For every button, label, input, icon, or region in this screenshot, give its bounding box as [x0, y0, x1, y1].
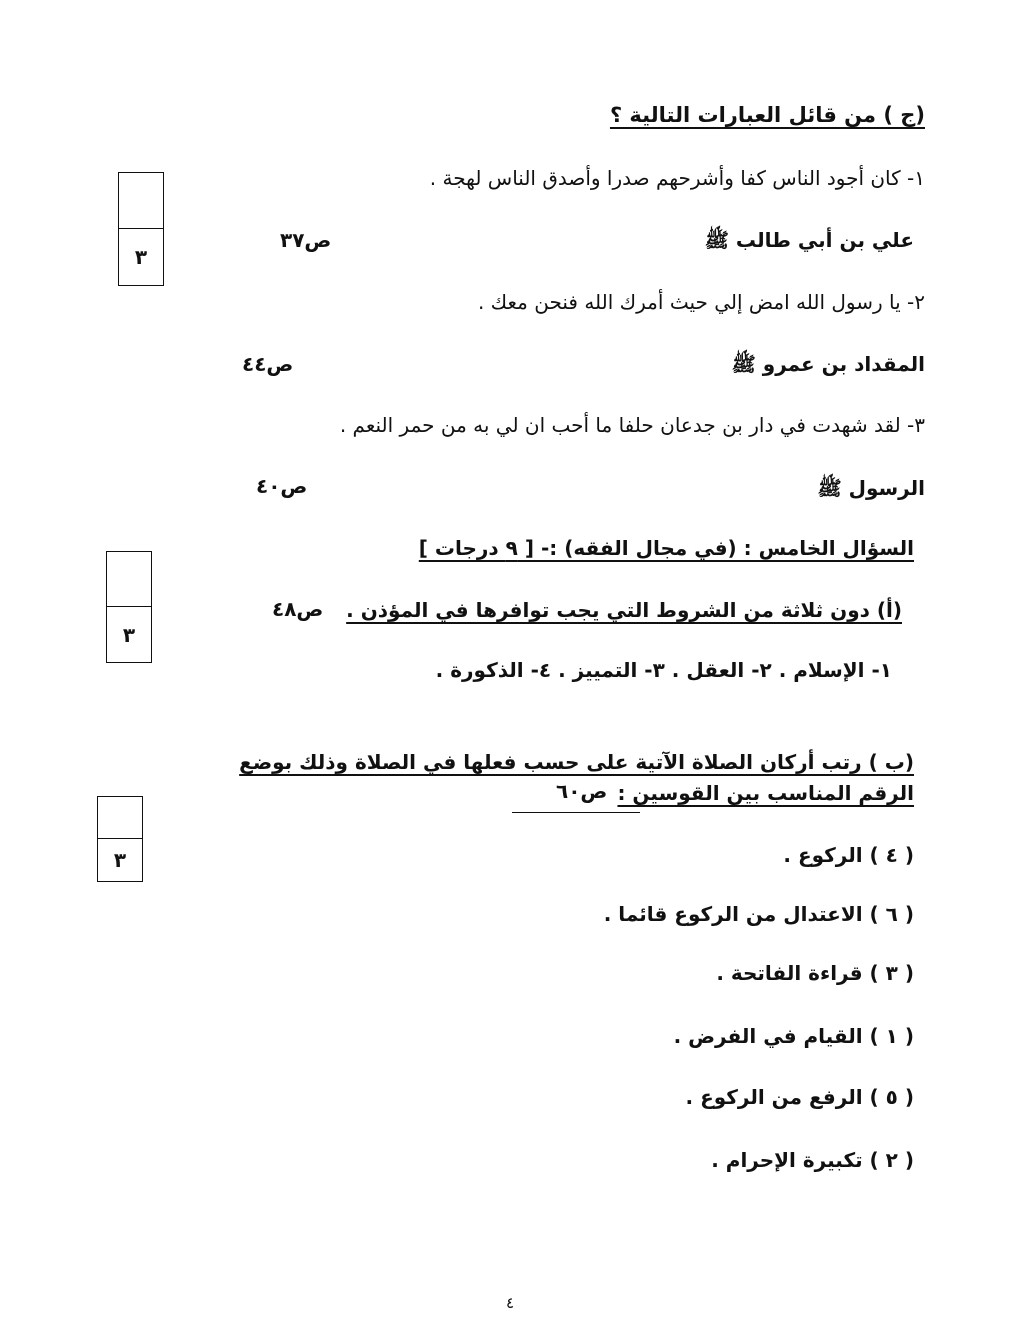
part-c-item-2-text: ٢- يا رسول الله امض إلي حيث أمرك الله فنحن معك .: [477, 290, 925, 314]
score-box-value: ٣: [113, 848, 127, 872]
part-b-heading-line-2: الرقم المناسب بين القوسين :: [617, 781, 914, 805]
part-b-score-box: [97, 796, 143, 882]
page-number: ٤: [505, 1294, 515, 1312]
part-c-item-2-page-ref: ص٤٤: [242, 352, 294, 376]
ordering-item: [686, 1085, 914, 1109]
part-c-item-1-page-ref: ص٣٧: [280, 228, 332, 252]
part-c-item-1-text: ١- كان أجود الناس كفا وأشرحهم صدرا وأصدق الناس لهجة .: [429, 166, 925, 190]
open-parenthesis: (: [897, 902, 914, 926]
close-parenthesis: ): [862, 1148, 886, 1172]
part-c-score-box: [118, 172, 164, 286]
ordering-number: ٥: [885, 1085, 898, 1109]
open-parenthesis: (: [897, 1085, 914, 1109]
open-parenthesis: (: [897, 1024, 914, 1048]
question5-heading: السؤال الخامس : (في مجال الفقه) :- [ ٩ درجات ]: [418, 536, 914, 560]
close-parenthesis: ): [862, 1085, 886, 1109]
ordering-text: الاعتدال من الركوع قائما .: [603, 902, 863, 926]
part-b-heading-line-1: (ب ) رتب أركان الصلاة الآتية على حسب فعلها في الصلاة وذلك بوضع: [239, 750, 914, 774]
ordering-item: [674, 1024, 914, 1048]
part-c-item-3-answer: الرسول ﷺ: [817, 476, 925, 500]
close-parenthesis: ): [862, 961, 886, 985]
open-parenthesis: (: [897, 1148, 914, 1172]
score-box-value: ٣: [134, 245, 148, 269]
part-a-answer: ١- الإسلام . ٢- العقل . ٣- التمييز . ٤- الذكورة .: [435, 658, 892, 682]
ordering-number: ٦: [885, 902, 898, 926]
part-a-score-box: [106, 551, 152, 663]
part-c-item-2-answer: المقداد بن عمرو ﷺ: [731, 352, 925, 376]
close-parenthesis: ): [862, 843, 886, 867]
open-parenthesis: (: [897, 843, 914, 867]
part-b-page-ref: ص٦٠: [556, 779, 608, 803]
ordering-text: الرفع من الركوع .: [685, 1085, 863, 1109]
part-c-heading: (ج ) من قائل العبارات التالية ؟: [609, 103, 925, 127]
ordering-number: ١: [885, 1024, 898, 1048]
close-parenthesis: ): [862, 902, 886, 926]
ordering-item: [783, 843, 914, 867]
ordering-text: الركوع .: [783, 843, 863, 867]
score-box-value: ٣: [122, 622, 136, 647]
score-box-blank: [119, 173, 163, 229]
part-c-item-1-answer: علي بن أبي طالب ﷺ: [704, 228, 914, 252]
open-parenthesis: (: [897, 961, 914, 985]
ordering-item: [716, 961, 914, 985]
score-box-blank: [98, 797, 142, 839]
part-a-page-ref: ص٤٨: [272, 597, 324, 621]
ordering-number: ٤: [885, 843, 898, 867]
ordering-number: ٢: [885, 1148, 898, 1172]
close-parenthesis: ): [862, 1024, 886, 1048]
part-c-item-3-page-ref: ص٤٠: [256, 474, 308, 498]
ordering-item: [604, 902, 914, 926]
ordering-text: القيام في الفرض .: [673, 1024, 863, 1048]
ordering-text: قراءة الفاتحة .: [716, 961, 863, 985]
ordering-item: [711, 1148, 914, 1172]
part-c-item-3-text: ٣- لقد شهدت في دار بن جدعان حلفا ما أحب ان لي به من حمر النعم .: [339, 413, 925, 437]
part-a-heading: (أ) دون ثلاثة من الشروط التي يجب توافرها في المؤذن .: [346, 598, 902, 622]
ordering-number: ٣: [885, 961, 898, 985]
score-box-blank: [107, 552, 151, 607]
ordering-text: تكبيرة الإحرام .: [711, 1148, 863, 1172]
part-b-heading-underline: [512, 812, 640, 813]
